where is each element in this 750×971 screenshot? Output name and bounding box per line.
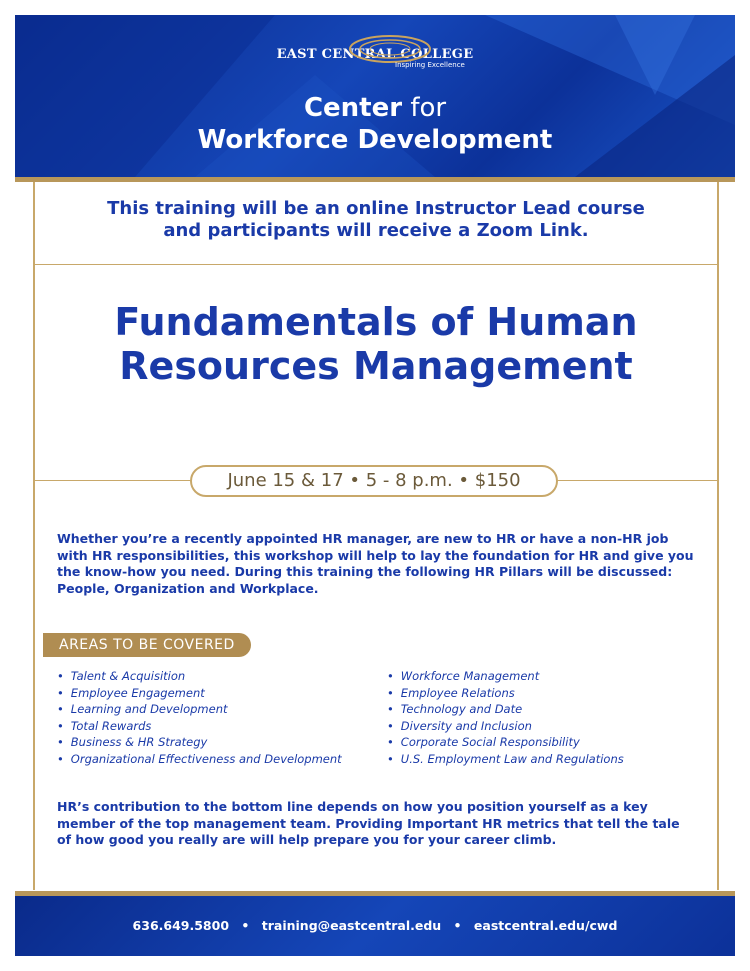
list-item: • Diversity and Inclusion <box>387 718 624 735</box>
list-item: • U.S. Employment Law and Regulations <box>387 751 624 768</box>
areas-heading: AREAS TO BE COVERED <box>43 633 251 657</box>
closing-paragraph: HR’s contribution to the bottom line depends on how you position yourself as a key member of the top management team. Providing Important HR metrics that tell the tale of how good you really are will help prepare you for your career climb. <box>57 799 680 847</box>
separator-dot: • <box>453 918 462 933</box>
list-item: • Technology and Date <box>387 701 624 718</box>
areas-list-right <box>387 668 624 767</box>
list-item: • Organizational Effectiveness and Development <box>57 751 342 768</box>
list-item: • Corporate Social Responsibility <box>387 734 624 751</box>
list-item: • Total Rewards <box>57 718 342 735</box>
list-item: • Business & HR Strategy <box>57 734 342 751</box>
email-link[interactable]: training@eastcentral.edu <box>261 918 442 933</box>
list-item: • Employee Relations <box>387 685 624 702</box>
schedule-badge: June 15 & 17 • 5 - 8 p.m. • $150 <box>190 465 558 497</box>
for-word: for <box>410 93 447 123</box>
list-item: • Talent & Acquisition <box>57 668 342 685</box>
footer-banner <box>15 896 735 956</box>
center-title-line2: Workforce Development <box>197 125 553 155</box>
center-title-line1 <box>15 93 735 123</box>
list-item: • Learning and Development <box>57 701 342 718</box>
college-name: EAST CENTRAL COLLEGE <box>276 47 474 62</box>
phone-number[interactable]: 636.649.5800 <box>132 918 230 933</box>
separator-dot: • <box>241 918 250 933</box>
header-banner <box>15 15 735 177</box>
course-title <box>35 300 717 388</box>
college-tagline: Inspiring Excellence <box>395 61 465 69</box>
notice-line1: This training will be an online Instructor Lead course <box>107 198 645 219</box>
contact-line <box>15 918 735 933</box>
center-word: Center <box>303 93 403 123</box>
course-title-line2: Resources Management <box>119 344 633 388</box>
areas-list-left <box>57 668 342 767</box>
section-divider <box>35 264 717 265</box>
list-item: • Employee Engagement <box>57 685 342 702</box>
intro-paragraph: Whether you’re a recently appointed HR manager, are new to HR or have a non-HR job with HR responsibilities, this workshop will help to lay the foundation for HR and give you the know-how you need. During this training the following HR Pillars will be discussed: People, Organization and Workplace. <box>57 531 694 596</box>
online-notice <box>35 198 717 242</box>
college-swoosh-icon <box>345 29 435 65</box>
course-title-line1: Fundamentals of Human <box>114 300 638 344</box>
college-logo <box>15 43 735 69</box>
notice-line2: and participants will receive a Zoom Link. <box>163 220 589 241</box>
website-link[interactable]: eastcentral.edu/cwd <box>473 918 618 933</box>
list-item: • Workforce Management <box>387 668 624 685</box>
